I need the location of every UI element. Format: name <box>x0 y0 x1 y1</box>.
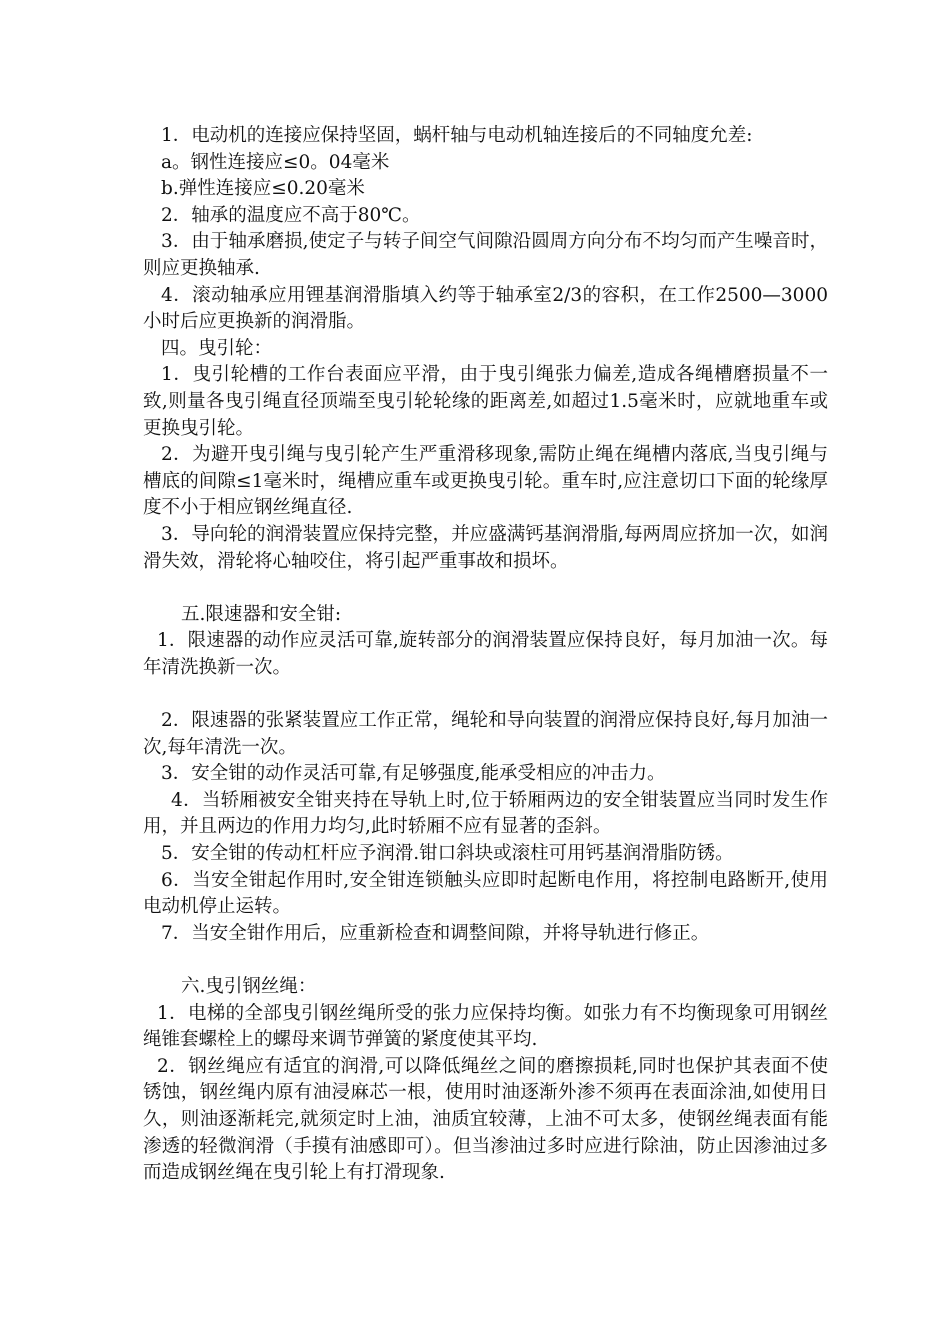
paragraph-car-clamped: 4．当轿厢被安全钳夹持在导轨上时,位于轿厢两边的安全钳装置应当同时发生作用，并且两边的作用力均匀,此时轿厢不应有显著的歪斜。 <box>143 789 828 838</box>
section-heading-governor-safety: 五.限速器和安全钳: <box>181 603 342 625</box>
paragraph-rope-lubrication: 2．钢丝绳应有适宜的润滑,可以降低绳丝之间的磨擦损耗,同时也保护其表面不使锈蚀，钢丝绳内原有油浸麻芯一根，使用时油逐渐外渗不须再在表面涂油,如使用日久，则油逐渐耗完,就须定时上油，油质宜较薄，上油不可太多，使钢丝绳表面有能渗透的轻微润滑（手摸有油感即可）。但当渗油过多时应进行除油，防止因渗油过多而造成钢丝绳在曳引轮上有打滑现象. <box>143 1055 828 1184</box>
spacer <box>143 947 828 974</box>
paragraph-guide-wheel: 3．导向轮的润滑装置应保持完整，并应盛满钙基润滑脂,每两周应挤加一次，如润滑失效，滑轮将心轴咬住，将引起严重事故和损坏。 <box>143 523 828 572</box>
paragraph-safety-contact: 6．当安全钳起作用时,安全钳连锁触头应即时起断电作用，将控制电路断开,使用电动机停止运转。 <box>143 869 828 918</box>
section-heading-traction-sheave: 四。曳引轮： <box>161 337 273 359</box>
paragraph-rolling-bearing-grease: 4．滚动轴承应用锂基润滑脂填入约等于轴承室2/3的容积，在工作2500—3000小时后应更换新的润滑脂。 <box>143 284 828 333</box>
paragraph-governor-tension: 2．限速器的张紧装置应工作正常，绳轮和导向装置的润滑应保持良好,每月加油一次,每年清洗一次。 <box>143 710 828 758</box>
paragraph-after-safety-action: 7．当安全钳作用后，应重新检查和调整间隙，并将导轨进行修正。 <box>161 922 710 944</box>
paragraph-bearing-temperature: 2．轴承的温度应不高于80℃。 <box>161 204 421 226</box>
paragraph-safety-lever: 5．安全钳的传动杠杆应予润滑.钳口斜块或滚柱可用钙基润滑脂防锈。 <box>161 843 734 865</box>
paragraph-governor-action: 1．限速器的动作应灵活可靠,旋转部分的润滑装置应保持良好，每月加油一次。每年清洗换新一次。 <box>143 630 828 678</box>
paragraph-sheave-groove: 1．曳引轮槽的工作台表面应平滑，由于曳引绳张力偏差,造成各绳槽磨损量不一致,则量各曳引绳直径顶端至曳引轮轮缘的距离差,如超过1.5毫米时，应就地重车或更换曳引轮。 <box>143 364 828 439</box>
paragraph-rigid-connection: a。钢性连接应≤0。04毫米 <box>161 151 390 173</box>
section-heading-traction-rope: 六.曳引钢丝绳： <box>181 976 317 997</box>
paragraph-bearing-wear: 3．由于轴承磨损,使定子与转子间空气间隙沿圆周方向分布不均匀而产生噪音时，则应更换轴承. <box>143 231 828 279</box>
paragraph-rope-tension: 1．电梯的全部曳引钢丝绳所受的张力应保持均衡。如张力有不均衡现象可用钢丝绳锥套螺栓上的螺母来调节弹簧的紧度使其平均. <box>143 1002 828 1051</box>
spacer <box>143 681 828 708</box>
spacer <box>143 575 828 602</box>
paragraph-safety-gear-action: 3．安全钳的动作灵活可靠,有足够强度,能承受相应的冲击力。 <box>161 763 666 785</box>
paragraph-motor-connection: 1．电动机的连接应保持坚固，蜗杆轴与电动机轴连接后的不同轴度允差: <box>161 125 753 146</box>
paragraph-elastic-connection: b.弹性连接应≤0.20毫米 <box>161 178 365 200</box>
paragraph-rope-slip: 2．为避开曳引绳与曳引轮产生严重滑移现象,需防止绳在绳槽内落底,当曳引绳与槽底的间隙≤1毫米时，绳槽应重车或更换曳引轮。重车时,应注意切口下面的轮缘厚度不小于相应钢丝绳直径. <box>143 444 828 519</box>
document-body <box>143 123 828 1187</box>
